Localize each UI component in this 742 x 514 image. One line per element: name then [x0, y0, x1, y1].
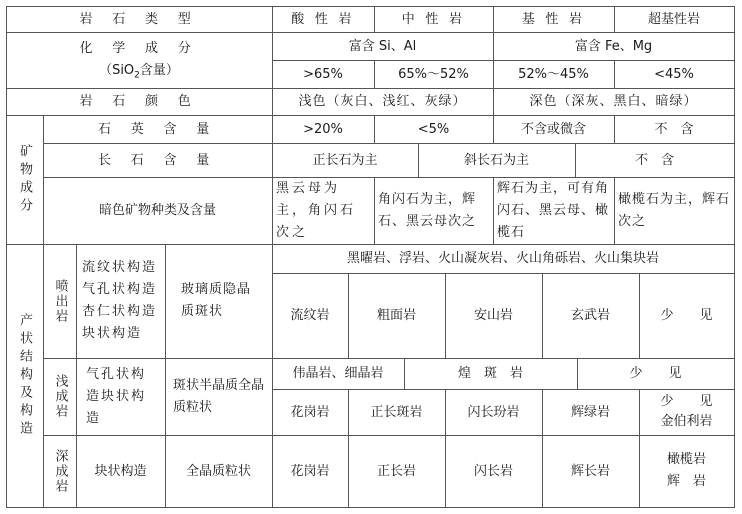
rock-type-label: 岩 石 类 型 — [79, 11, 199, 27]
diorite-porphyrite: 闪长玢岩 — [467, 404, 520, 420]
lamprophyre: 煌 斑 岩 — [457, 366, 523, 381]
extrusive-texture: 玻璃质隐晶质斑状 — [181, 282, 252, 319]
dark-mineral-intermediate: 角闪石为主，辉石、黑云母次之 — [378, 191, 477, 229]
sio2-subscript: 2 — [134, 70, 140, 81]
hypabyssal-structure: 气孔状构造块状构造 — [86, 366, 147, 426]
occurrence-group-text: 产状结构及构造 — [17, 312, 32, 439]
plutonic-ultrabasic — [639, 435, 734, 507]
hypabyssal-granite: 花岗岩 — [290, 404, 330, 420]
kimberlite: 金伯利岩 — [660, 414, 713, 429]
plutonic-structure: 块状构造 — [94, 463, 147, 479]
extrusive-label — [43, 244, 76, 358]
hypabyssal-label — [43, 358, 76, 435]
mineral-group-label — [6, 115, 43, 244]
hypabyssal-texture: 斑状半晶质全晶质粒状 — [173, 377, 265, 415]
sio2-acidic-value: >65% — [303, 66, 343, 82]
rich-fe-mg: 富含 Fe、Mg — [574, 38, 653, 54]
quartz-intermediate: <5% — [417, 121, 450, 137]
syenite: 正长岩 — [376, 463, 416, 479]
light-color-value: 浅色（灰白、浅红、灰绿） — [298, 94, 467, 109]
feldspar-orthoclase: 正长石为主 — [312, 152, 378, 168]
quartz-acidic: >20% — [303, 121, 343, 137]
extrusive-label-text: 喷出岩 — [52, 278, 68, 324]
extrusive-span-rocks: 黑曜岩、浮岩、火山凝灰岩、火山角砾岩、火山集块岩 — [346, 251, 659, 266]
sio2-suffix: 含量） — [139, 63, 179, 78]
acidic-header: 酸 性 岩 — [291, 11, 355, 27]
sio2-basic-value: 52%～45% — [518, 66, 589, 82]
chemistry-label — [6, 32, 272, 88]
andesite: 安山岩 — [473, 308, 513, 323]
chemistry-label-line2 — [99, 60, 179, 82]
plutonic-texture: 全晶质粒状 — [185, 463, 251, 479]
quartz-ultrabasic: 不 含 — [654, 121, 694, 137]
gabbro: 辉长岩 — [570, 463, 610, 479]
extrusive-ultrabasic-rare: 少 见 — [660, 308, 713, 323]
rhyolite: 流纹岩 — [290, 308, 330, 323]
trachyte: 粗面岩 — [376, 308, 416, 323]
hypabyssal-label-text: 浅成岩 — [52, 374, 68, 419]
intermediate-header: 中 性 岩 — [401, 11, 466, 27]
dark-mineral-label: 暗色矿物种类及含量 — [98, 203, 216, 218]
pyroxenite: 辉 岩 — [666, 474, 706, 489]
dark-color-value: 深色（深灰、黑白、暗绿） — [529, 94, 698, 109]
quartz-basic: 不含或微含 — [520, 121, 586, 137]
feldspar-none: 不 含 — [634, 152, 674, 168]
ultrabasic-header: 超基性岩 — [647, 11, 700, 27]
pegmatite-aplite: 伟晶岩、细晶岩 — [292, 366, 384, 381]
diabase: 辉绿岩 — [570, 404, 610, 420]
color-label: 岩 石 颜 色 — [79, 94, 199, 109]
hypabyssal-ultrabasic — [639, 389, 734, 435]
feldspar-plagioclase: 斜长石为主 — [463, 152, 529, 168]
extrusive-structure: 流纹状构造气孔状构造杏仁状构造块状构造 — [82, 260, 158, 341]
feldspar-label: 长 石 含 量 — [98, 152, 217, 168]
hypabyssal-ultrabasic-line1: 少 见 — [660, 394, 713, 409]
grid-line — [6, 507, 735, 508]
mineral-group-text: 矿物成分 — [17, 143, 32, 216]
plutonic-granite: 花岗岩 — [290, 463, 330, 479]
grid-line — [734, 6, 735, 508]
chemistry-label-line1: 化 学 成 分 — [79, 41, 199, 56]
dark-mineral-ultrabasic: 橄榄石为主，辉石次之 — [618, 191, 731, 229]
sio2-intermediate-value: 65%～52% — [398, 66, 469, 82]
basic-header: 基 性 岩 — [521, 11, 586, 27]
sio2-prefix: （SiO — [99, 63, 135, 78]
quartz-label: 石 英 含 量 — [98, 121, 217, 137]
syenite-porphyry: 正长斑岩 — [370, 404, 423, 420]
peridotite: 橄榄岩 — [666, 452, 706, 467]
sio2-ultrabasic-value: <45% — [654, 66, 694, 82]
basalt: 玄武岩 — [570, 308, 610, 323]
diorite: 闪长岩 — [473, 463, 513, 479]
dark-mineral-basic: 辉石为主，可有角闪石、黑云母、橄榄石 — [497, 180, 610, 240]
hypabyssal-span-rare: 少 见 — [629, 366, 682, 381]
plutonic-label-text: 深成岩 — [52, 448, 68, 494]
rich-si-al: 富含 Si、Al — [348, 38, 417, 54]
occurrence-group-label — [6, 244, 43, 507]
dark-mineral-acidic: 黑云母为主，角闪石次之 — [276, 180, 357, 240]
plutonic-label — [43, 435, 76, 507]
